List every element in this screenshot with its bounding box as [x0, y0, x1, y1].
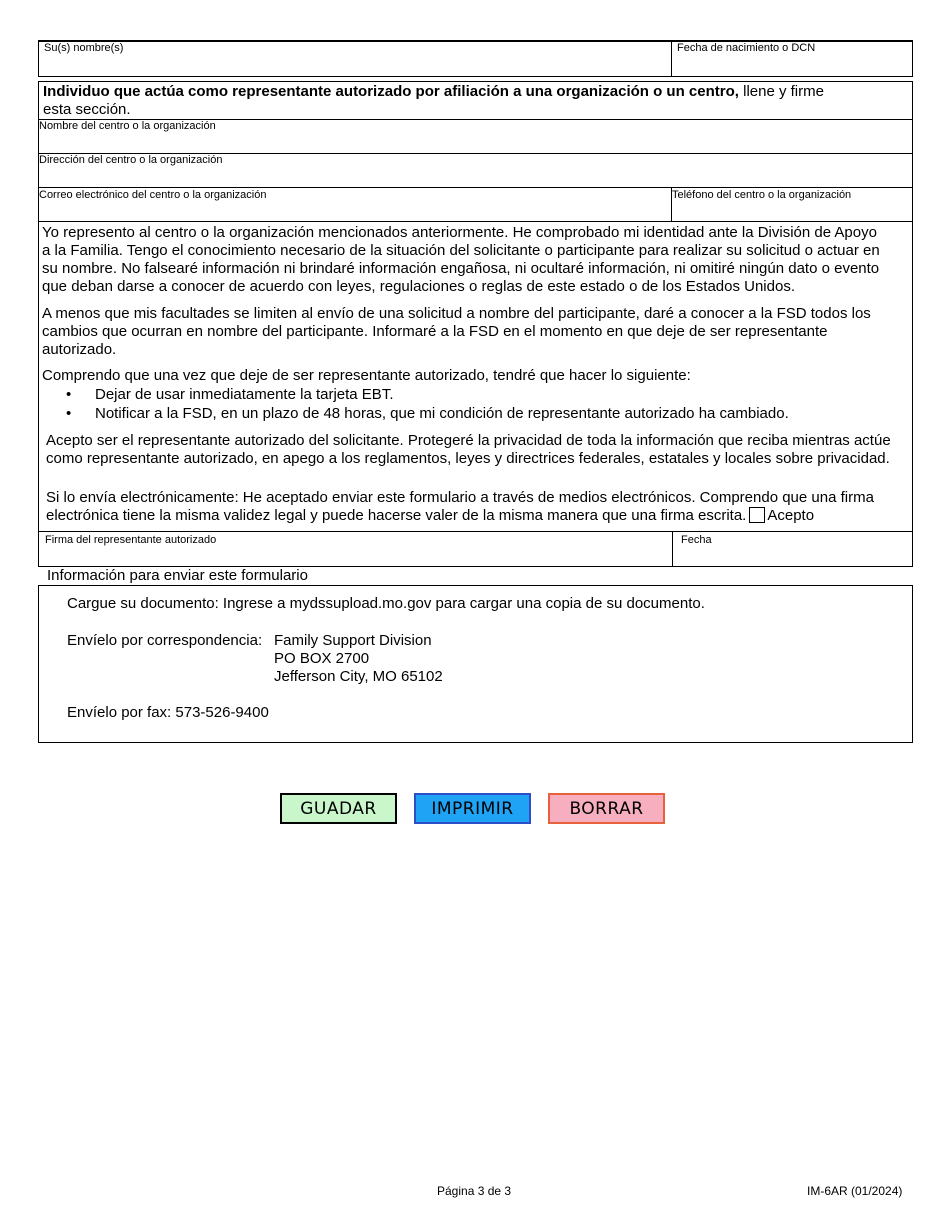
- fax-instructions: Envíelo por fax: 573-526-9400: [67, 704, 269, 721]
- page-number: Página 3 de 3: [437, 1184, 512, 1198]
- date-label: Fecha: [681, 534, 712, 546]
- statement-paragraph-2: [42, 305, 914, 359]
- statement-p4-line: como representante autorizado, en apego a los reglamentos, leyes y directrices federales, estatales y locales sobre privacidad.: [46, 450, 890, 467]
- statement-p5-line: Si lo envía electrónicamente: He aceptado enviar este formulario a través de medios electrónicos. Comprendo que una firma: [46, 489, 874, 506]
- list-item: • Notificar a la FSD, en un plazo de 48 horas, que mi condición de representante autorizado ha cambiado.: [66, 404, 789, 423]
- clear-button[interactable]: BORRAR: [548, 793, 665, 824]
- mail-address-line: Jefferson City, MO 65102: [274, 668, 443, 685]
- dob-label: Fecha de nacimiento o DCN: [677, 42, 816, 54]
- save-button[interactable]: GUADAR: [280, 793, 397, 824]
- divider: [38, 221, 913, 222]
- applicant-name-input[interactable]: [42, 56, 671, 76]
- statement-paragraph-5: [46, 489, 912, 525]
- statement-p5-text: electrónica tiene la misma validez legal y puede hacerse valer de la misma manera que una firma escrita.: [46, 507, 747, 524]
- statement-p1-line: su nombre. No falsearé información ni brindaré información engañosa, ni ocultaré información, ni omitiré ningún dato o evento: [42, 260, 880, 277]
- form-id: IM-6AR (01/2024): [807, 1184, 903, 1198]
- org-address-label: Dirección del centro o la organización: [39, 154, 223, 166]
- section-heading-bold: Individuo que actúa como representante autorizado por afiliación a una organización o un centro,: [43, 83, 739, 100]
- org-name-label: Nombre del centro o la organización: [39, 120, 216, 132]
- statement-p2-line: A menos que mis facultades se limiten al envío de una solicitud a nombre del participante, daré a conocer a la FSD todos los: [42, 305, 871, 322]
- obligations-list: [66, 385, 789, 423]
- divider: [671, 41, 672, 77]
- statement-p1-line: a la Familia. Tengo el conocimiento necesario de la situación del solicitante o participante para realizar su solicitud o actuar en: [42, 242, 880, 259]
- org-name-input[interactable]: [40, 134, 912, 154]
- section-heading-line2: esta sección.: [43, 101, 131, 118]
- statement-paragraph-4: [46, 432, 912, 468]
- signature-label: Firma del representante autorizado: [45, 534, 217, 546]
- print-button[interactable]: IMPRIMIR: [414, 793, 531, 824]
- section-heading-rest: llene y firme: [738, 83, 824, 100]
- section-heading: [43, 83, 911, 101]
- accept-checkbox[interactable]: [749, 507, 765, 523]
- statement-p1-line: Yo represento al centro o la organización mencionados anteriormente. He comprobado mi identidad ante la División de Apoyo: [42, 224, 877, 241]
- divider: [672, 531, 673, 567]
- mail-address-line: Family Support Division: [274, 632, 432, 649]
- submit-info-title: Información para enviar este formulario: [47, 567, 308, 584]
- statement-paragraph-1: [42, 224, 914, 296]
- applicant-name-label: Su(s) nombre(s): [44, 42, 124, 54]
- dob-input[interactable]: [676, 56, 912, 76]
- date-input[interactable]: [678, 547, 912, 567]
- statement-p1-line: que deban darse a conocer de acuerdo con leyes, regulaciones o reglas de este estado o de los Estados Unidos.: [42, 278, 795, 295]
- statement-p2-line: autorizado.: [42, 341, 117, 358]
- org-email-input[interactable]: [40, 203, 670, 223]
- org-phone-input[interactable]: [674, 203, 912, 223]
- divider: [38, 187, 913, 188]
- statement-p4-line: Acepto ser el representante autorizado del solicitante. Protegeré la privacidad de toda la información que reciba mientras actúe: [46, 432, 891, 449]
- org-email-label: Correo electrónico del centro o la organización: [39, 189, 267, 201]
- mail-label: Envíelo por correspondencia:: [67, 632, 263, 649]
- org-address-input[interactable]: [40, 168, 912, 188]
- statement-paragraph-3: Comprendo que una vez que deje de ser representante autorizado, tendré que hacer lo siguiente:: [42, 367, 691, 384]
- accept-label: Acepto: [767, 507, 815, 524]
- upload-instructions: Cargue su documento: Ingrese a mydssupload.mo.gov para cargar una copia de su documento.: [67, 595, 705, 612]
- statement-p5-line2: [46, 507, 912, 525]
- mail-address-line: PO BOX 2700: [274, 650, 370, 667]
- list-item: • Dejar de usar inmediatamente la tarjeta EBT.: [66, 385, 789, 404]
- statement-p2-line: cambios que ocurran en nombre del participante. Informaré a la FSD en el momento en que deje de ser representante: [42, 323, 828, 340]
- org-phone-label: Teléfono del centro o la organización: [672, 189, 852, 201]
- signature-input[interactable]: [44, 547, 672, 567]
